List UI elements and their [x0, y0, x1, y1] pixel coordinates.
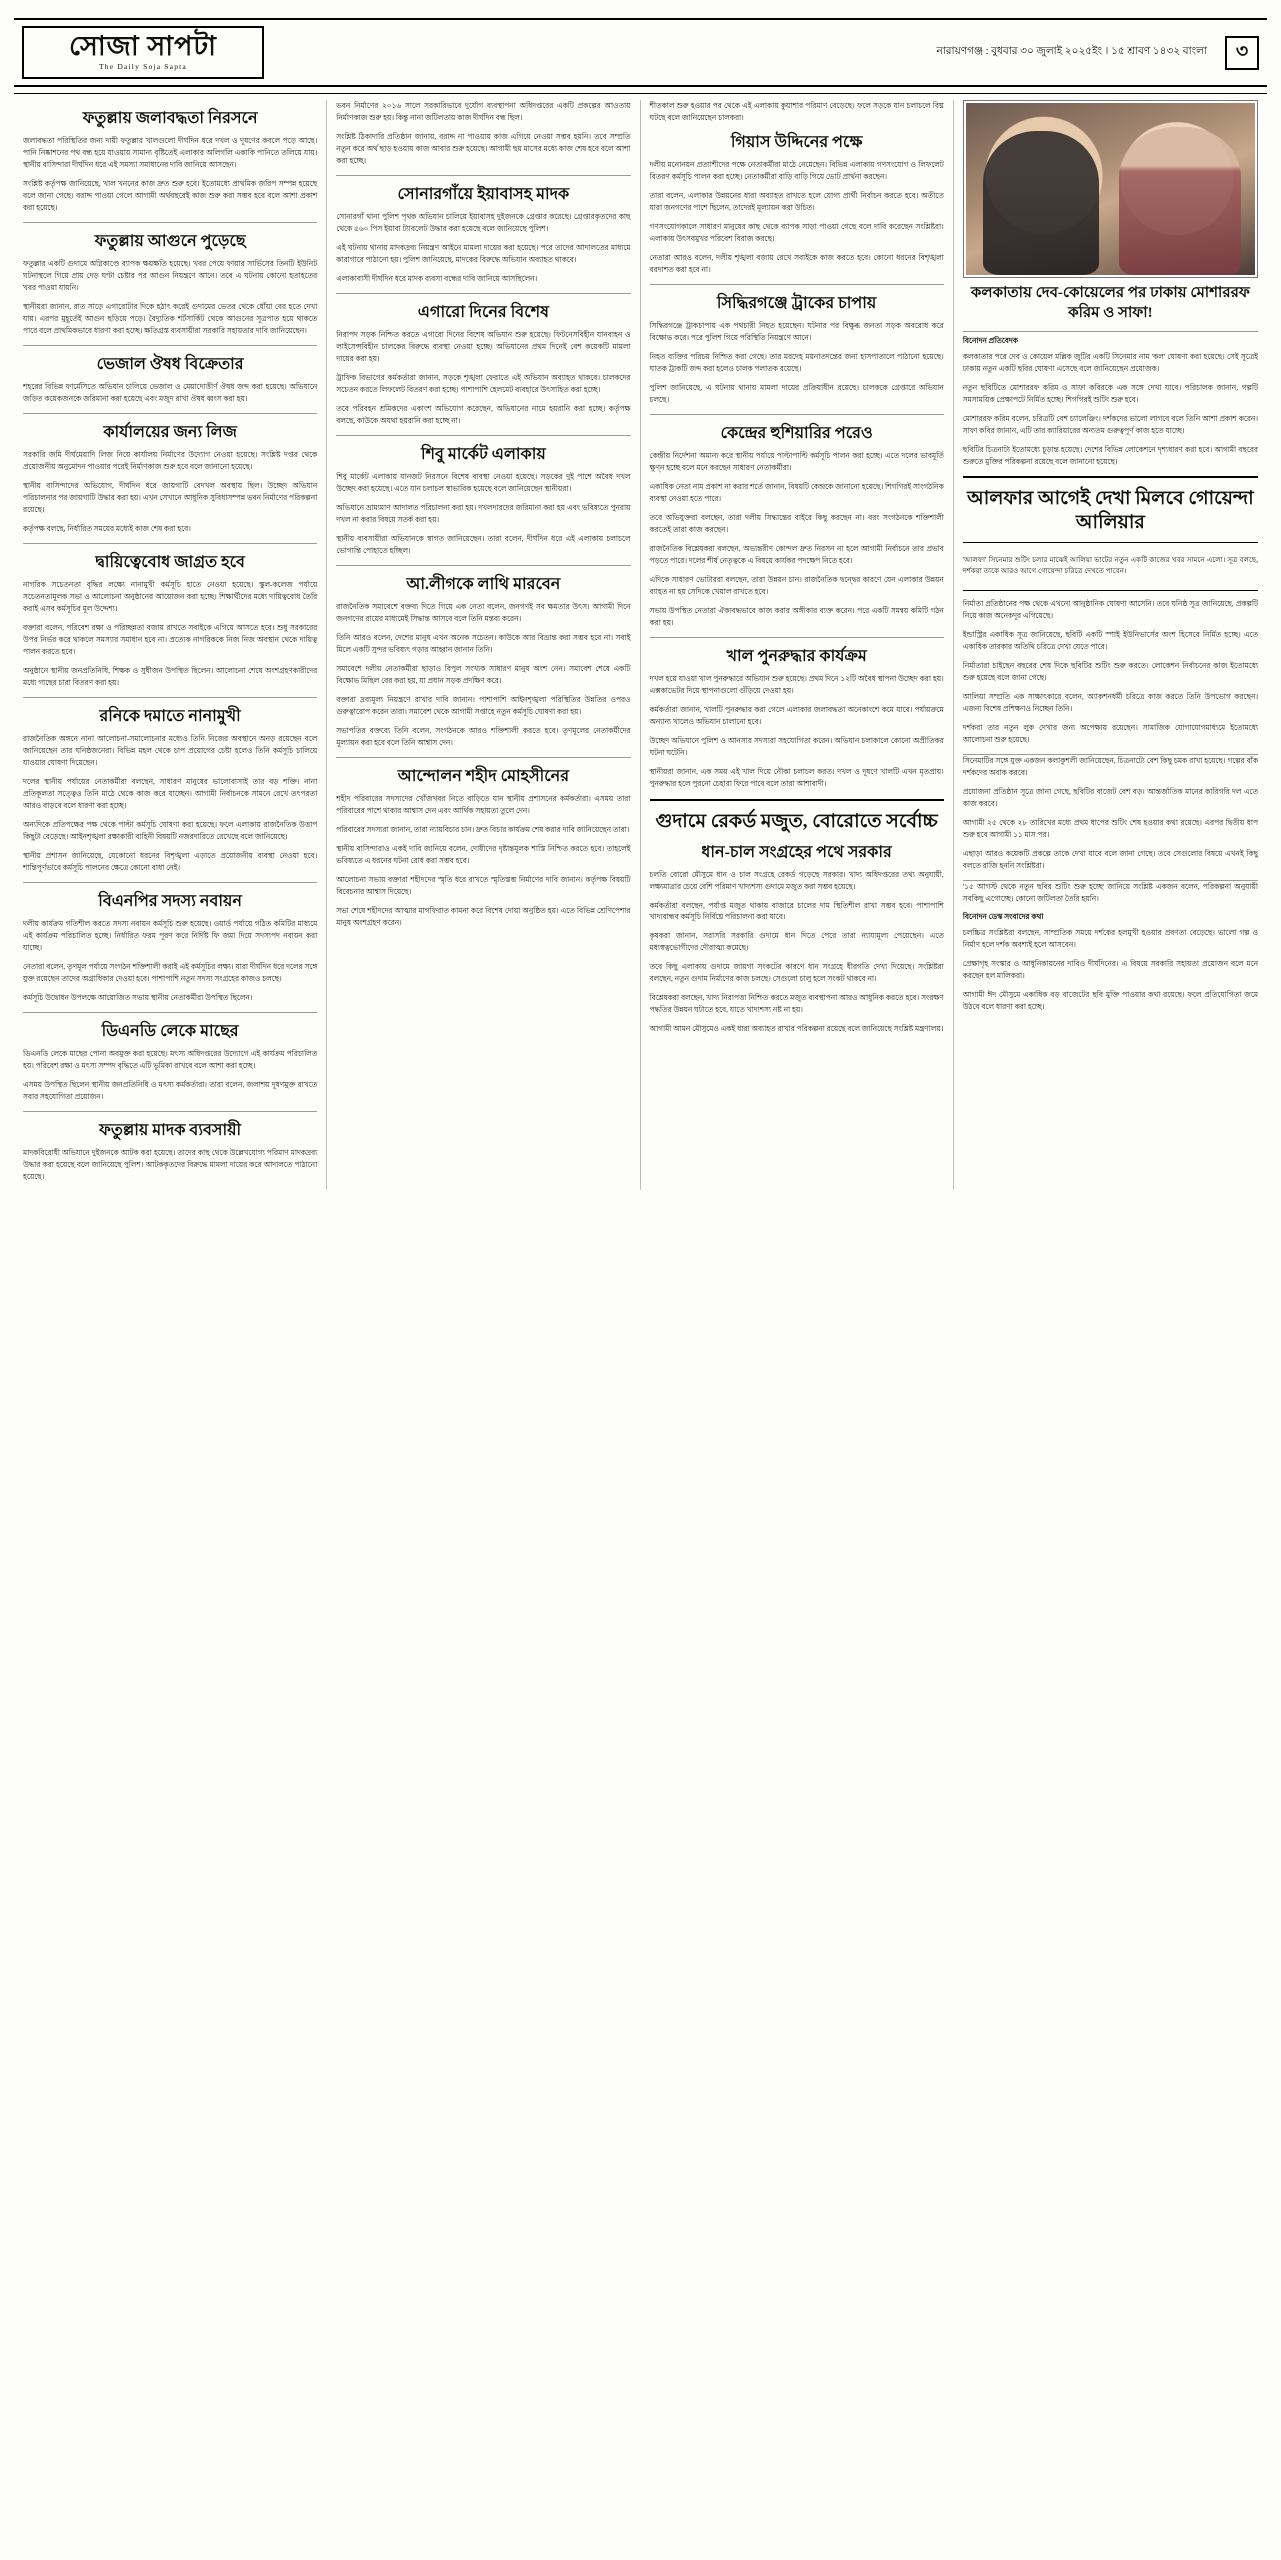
article-paragraph: শহীদ পরিবারের সদস্যদের খোঁজখবর নিতে বাড়িতে যান স্থানীয় প্রশাসনের কর্মকর্তারা। এসময় তারা পরিবারের পাশে থাকার আশ্বাস দেন এবং আর্থিক সহায়তা তুলে দেন। — [336, 793, 631, 815]
article-paragraph: কর্তৃপক্ষ বলছে, নির্ধারিত সময়ের মধ্যেই কাজ শেষ করা হবে। — [23, 524, 191, 534]
divider — [23, 345, 317, 346]
column-4 — [954, 100, 1267, 1189]
article-headline: কার্যালয়ের জন্য লিজ — [103, 424, 237, 442]
column-grid — [14, 93, 1267, 1189]
article-paragraph: এই ঘটনায় থানায় মাদকদ্রব্য নিয়ন্ত্রণ আইনে মামলা দায়ের করা হয়েছে। পরে তাদের আদালতের মাধ্যমে কারাগারে পাঠানো হয়। পুলিশ জানিয়েছে, মাদকের বিরুদ্ধে অভিযান অব্যাহত থাকবে। — [336, 243, 631, 265]
article-paragraph: নির্মাতারা চাইছেন বছরের শেষ দিকে ছবিটির শুটিং শুরু করতে। লোকেশন নির্বাচনের কাজ ইতোমধ্যে শুরু হয়েছে বলে জানা গেছে। — [962, 661, 1258, 683]
article-paragraph: আগামী আমন মৌসুমেও একই ধারা অব্যাহত রাখার পরিকল্পনা রয়েছে বলে জানিয়েছে সংশ্লিষ্ট মন্ত্রণালয়। — [649, 1024, 944, 1034]
article-paragraph: আগামী ২৫ থেকে ২৮ তারিখের মধ্যে প্রথম ধাপের শুটিং শেষ হওয়ার কথা রয়েছে। এরপর দ্বিতীয় ধাপ শুরু হবে আগামী ১১ মাস পর। — [962, 817, 1258, 839]
article-paragraph: ভবন নির্মাণের ২০১৬ সালে সরকারিভাবে দুর্যোগ ব্যবস্থাপনা অধিদপ্তরের একটি প্রকল্পের আওতায় নির্মাণকাজ শুরু হয়। কিন্তু নানা জটিলতায় কাজ দীর্ঘদিন বন্ধ ছিল। — [336, 101, 631, 123]
article-headline: শিবু মার্কেট এলাকায় — [420, 446, 546, 464]
divider — [23, 413, 317, 414]
article-paragraph: কেন্দ্রীয় নির্দেশনা অমান্য করে স্থানীয় পর্যায়ে পাল্টাপাল্টি কর্মসূচি পালন করা হচ্ছে। এতে দলের ভাবমূর্তি ক্ষুণ্ন হচ্ছে বলে মনে করছেন সাধারণ নেতাকর্মীরা। — [649, 451, 944, 473]
article-alia-detective — [963, 487, 1258, 746]
masthead — [14, 18, 1267, 87]
divider — [336, 175, 630, 176]
divider — [336, 293, 630, 294]
article-paragraph: আলোচনা সভায় বক্তারা শহীদদের স্মৃতি ধরে রাখতে স্মৃতিস্তম্ভ নির্মাণের দাবি জানান। কর্তৃপক্ষ বিষয়টি বিবেচনার আশ্বাস দিয়েছে। — [336, 874, 631, 896]
divider — [336, 565, 630, 566]
article-paragraph: জলাবদ্ধতা পরিস্থিতির জন্য দায়ী ফতুল্লার খালগুলো দীর্ঘদিন ধরে দখল ও দূষণের কবলে পড়ে আছে। পানি নিষ্কাশনের পথ বন্ধ হয়ে যাওয়ায় সামান্য বৃষ্টিতেই এলাকার অলিগলি একাকি পানিতে তলিয়ে যায়। স্থানীয় বাসিন্দারা দীর্ঘদিন ধরে এই সমস্যা সমাধানের দাবি জানিয়ে আসছেন। — [23, 136, 318, 170]
article-paragraph: ডিএনডি লেকে মাছের পোনা অবমুক্ত করা হয়েছে। মৎস্য অধিদপ্তরের উদ্যোগে এই কার্যক্রম পরিচালিত হয়। পরিবেশ রক্ষা ও মৎস্য সম্পদ বৃদ্ধিতে এটি ভূমিকা রাখবে বলে আশা করা হচ্ছে। — [23, 1048, 318, 1070]
article-paragraph: শীতকাল শুরু হওয়ার পর থেকে এই এলাকায় কুয়াশার পরিমাণ বেড়েছে। ফলে সড়কে যান চলাচলে বিঘ্ন ঘটছে বলে জানিয়েছেন চালকরা। — [649, 101, 944, 123]
article-paragraph: মোশাররফ করিম বলেন, চরিত্রটি বেশ চ্যালেঞ্জিং। দর্শকদের ভালো লাগবে বলে তিনি আশা প্রকাশ করেন। সাফা কবির জানান, এটি তার ক্যারিয়ারের অন্যতম গুরুত্বপূর্ণ কাজ হতে যাচ্ছে। — [962, 414, 1258, 436]
celebrity-photo-image — [966, 103, 1255, 275]
article-bnp-membership — [23, 892, 317, 1004]
article-khal-punoruddhar — [650, 647, 944, 790]
article-paragraph: বক্তারা দ্রব্যমূল্য নিয়ন্ত্রণে রাখার দাবি জানান। পাশাপাশি আইনশৃঙ্খলা পরিস্থিতির উন্নতির ওপরও গুরুত্বারোপ করেন তারা। সমাবেশ থেকে আগামী সপ্তাহে নতুন কর্মসূচি ঘোষণা করা হয়। — [336, 694, 631, 716]
article-paragraph: নিরাপদ সড়ক নিশ্চিত করতে এগারো দিনের বিশেষ অভিযান শুরু হয়েছে। ফিটনেসবিহীন যানবাহন ও লাইসেন্সবিহীন চালকের বিরুদ্ধে ব্যবস্থা নেওয়া হচ্ছে। অভিযানের প্রথম দিনেই বেশ কয়েকটি মামলা দায়ের করা হয়। — [336, 330, 631, 364]
article-paragraph: কলকাতার পরে দেব ও কোয়েল মল্লিক জুটির একটি সিনেমার নাম 'কল' ঘোষণা করা হয়েছে। সেই সূত্রেই ঢাকায় নতুন একটি ছবির ঘোষণা এসেছে বলে জানিয়েছেন প্রযোজক। — [962, 352, 1258, 374]
article-sonargaon-yaba — [336, 185, 630, 285]
column-1 — [14, 100, 327, 1189]
divider — [650, 414, 944, 415]
article-paragraph: স্থানীয়রা জানান, এক সময় এই খাল দিয়ে নৌকা চলাচল করত। দখল ও দূষণে খালটি এখন মৃতপ্রায়। পুনরুদ্ধার হলে পুরনো চেহারা ফিরে পাবে বলে তারা আশাবাদী। — [649, 766, 944, 788]
article-paragraph: অনুষ্ঠানে স্থানীয় জনপ্রতিনিধি, শিক্ষক ও সুধীজন উপস্থিত ছিলেন। আলোচনা শেষে অংশগ্রহণকারীদের মধ্যে গাছের চারা বিতরণ করা হয়। — [23, 665, 318, 687]
article-headline: আলফার আগেই দেখা মিলবে গোয়েন্দা আলিয়ার — [967, 488, 1254, 533]
article-subheadline: ধান-চাল সংগ্রহের পথে সরকার — [701, 843, 892, 861]
article-headline: ফতুল্লায় মাদক ব্যবসায়ী — [99, 1121, 242, 1139]
article-paragraph: দর্শকরা তার নতুন লুক দেখার জন্য অপেক্ষায় রয়েছেন। সামাজিক যোগাযোগমাধ্যমে ইতোমধ্যে আলোচনা শুরু হয়েছে। — [962, 723, 1258, 744]
article-awami-league — [336, 575, 630, 749]
divider — [650, 637, 944, 638]
article-paragraph: সিদ্ধিরগঞ্জে ট্রাকচাপায় এক পথচারী নিহত হয়েছেন। ঘটনার পর বিক্ষুব্ধ জনতা সড়ক অবরোধ করে বিক্ষোভ করে। পরে পুলিশ গিয়ে পরিস্থিতি নিয়ন্ত্রণে আনে। — [649, 321, 944, 343]
article-paragraph: সভা শেষে শহীদদের আত্মার মাগফিরাত কামনা করে বিশেষ দোয়া অনুষ্ঠিত হয়। এতে বিভিন্ন শ্রেণিপেশার মানুষ অংশগ্রহণ করেন। — [336, 905, 631, 927]
article-headline: দ্বায়িত্বেবোধ জাগ্রত হবে — [95, 554, 245, 572]
article-headline: গুদামে রেকর্ড মজুত, বোরোতে সর্বোচ্চ — [655, 810, 938, 832]
article-paragraph: উচ্ছেদ অভিযানে পুলিশ ও আনসার সদস্যরা সহযোগিতা করেন। অভিযান চলাকালে কোনো অপ্রীতিকর ঘটনা ঘটেনি। — [649, 735, 944, 757]
entertainment-photo — [963, 100, 1258, 278]
article-headline: ডিএনডি লেকে মাছের — [101, 1022, 239, 1040]
divider — [23, 697, 317, 698]
article-paragraph: দলীয় কার্যক্রম গতিশীল করতে সদস্য নবায়ন কর্মসূচি শুরু হয়েছে। ওয়ার্ড পর্যায়ে গঠিত কমিটির মাধ্যমে এই কার্যক্রম পরিচালিত হচ্ছে। নির্ধারিত ফরম পূরণ করে নির্দিষ্ট ফি জমা দিয়ে সদস্যপদ নবায়ন করা যাচ্ছে। — [23, 918, 318, 952]
article-fatullah-madok — [23, 1121, 317, 1183]
article-dayitwabodh — [23, 553, 317, 689]
article-entertainment-5 — [963, 912, 1258, 1013]
article-continuation — [336, 100, 630, 167]
article-paragraph: তবে পরিবহন শ্রমিকদের একাংশ অভিযোগ করেছেন, অভিযানের নামে হয়রানি করা হচ্ছে। কর্তৃপক্ষ বলছে, কাউকে অযথা হয়রানি করা হচ্ছে না। — [336, 404, 631, 426]
page-number: ৩ — [1225, 36, 1259, 70]
pull-quote-text: 'আলফা' সিনেমার শুটিং চলার মাঝেই আলিয়া ভাটের নতুন একটি কাজের খবর সামনে এলো। সূত্র বলছে, দর্শকরা তাকে আরও আগে গোয়েন্দা চরিত্রে দেখতে পাবেন। — [962, 555, 1258, 576]
article-paragraph: আলিয়া সম্প্রতি এক সাক্ষাৎকারে বলেন, অ্যাকশনধর্মী চরিত্রে কাজ করতে তিনি উপভোগ করছেন। এজন্য বিশেষ প্রশিক্ষণও নিচ্ছেন তিনি। — [962, 692, 1258, 714]
divider — [963, 331, 1258, 332]
article-paragraph: একাধিক নেতা নাম প্রকাশ না করার শর্তে জানান, বিষয়টি কেন্দ্রকে জানানো হয়েছে। শিগগিরই সাংগঠনিক ব্যবস্থা নেওয়া হতে পারে। — [649, 482, 944, 504]
article-paragraph: কর্মকর্তারা জানান, খালটি পুনরুদ্ধার করা গেলে এলাকার জলাবদ্ধতা অনেকাংশে কমে যাবে। পর্যায়ক্রমে অন্যান্য খালেও অভিযান চালানো হবে। — [649, 704, 944, 726]
article-paragraph: কর্মকর্তারা বলছেন, পর্যাপ্ত মজুত থাকায় বাজারে চালের দাম স্থিতিশীল রাখা সম্ভব হবে। পাশাপাশি খাদ্যবান্ধব কর্মসূচি নির্বিঘ্নে পরিচালনা করা যাবে। — [649, 900, 944, 922]
article-paragraph: সভায় উপস্থিত নেতারা ঐক্যবদ্ধভাবে কাজ করার অঙ্গীকার ব্যক্ত করেন। পরে একটি সমন্বয় কমিটি গঠন করা হয়। — [649, 605, 944, 627]
article-paragraph: তবে কিছু এলাকায় গুদামে জায়গা সংকটের কারণে ধান সংগ্রহে ধীরগতি দেখা দিয়েছে। সংশ্লিষ্টরা বলছেন, নতুন গুদাম নির্মাণের কাজ চলছে। সেগুলো চালু হলে সংকট থাকবে না। — [649, 962, 944, 984]
article-headline: এগারো দিনের বিশেষ — [417, 304, 549, 322]
article-paragraph: এদিকে সাধারণ ভোটাররা বলছেন, তারা উন্নয়ন চান। রাজনৈতিক দ্বন্দ্বের কারণে যেন এলাকার উন্নয়ন ব্যাহত না হয় সেদিকে খেয়াল রাখতে হবে। — [649, 574, 944, 596]
divider-thick — [650, 799, 944, 801]
article-paragraph: পরিবারের সদস্যরা জানান, তারা ন্যায়বিচার চান। দ্রুত বিচার কার্যক্রম শেষ করার দাবি জানিয়েছেন তারা। — [336, 824, 630, 834]
article-paragraph: নিহত ব্যক্তির পরিচয় নিশ্চিত করা গেছে। তার মরদেহ ময়নাতদন্তের জন্য হাসপাতালে পাঠানো হয়েছে। ঘাতক ট্রাকটি জব্দ করা হলেও চালক পলাতক রয়েছে। — [649, 352, 944, 374]
article-headline: বিএনপির সদস্য নবায়ন — [98, 892, 242, 910]
article-karjaloy-lease — [23, 423, 317, 535]
article-paragraph: সোনারগাঁ থানা পুলিশ পৃথক অভিযান চালিয়ে ইয়াবাসহ দুইজনকে গ্রেপ্তার করেছে। গ্রেপ্তারকৃতদের কাছ থেকে ৫৬০ পিস ইয়াবা ট্যাবলেট উদ্ধার করা হয়েছে বলে জানিয়েছে পুলিশ। — [336, 212, 631, 234]
article-headline: ফতুল্লায় আগুনে পুড়েছে — [94, 233, 246, 251]
article-paragraph: দলীয় মনোনয়ন প্রত্যাশীদের পক্ষে নেতাকর্মীরা মাঠে নেমেছেন। বিভিন্ন এলাকায় গণসংযোগ ও লিফলেট বিতরণ কর্মসূচি পালন করা হচ্ছে। নেতাকর্মীরা বাড়ি বাড়ি গিয়ে ভোট প্রার্থনা করছেন। — [649, 160, 944, 182]
photo-caption: কলকাতায় দেব-কোয়েলের পর ঢাকায় মোশাররফ করিম ও সাফা! — [970, 285, 1250, 321]
article-paragraph: রাজনৈতিক অঙ্গনে নানা আলোচনা-সমালোচনার মধ্যেও তিনি নিজের অবস্থানে অনড় রয়েছেন বলে জানিয়েছেন তার ঘনিষ্ঠজনেরা। বিভিন্ন মহল থেকে চাপ প্রয়োগের চেষ্টা হলেও তিনি কর্মসূচি চালিয়ে যাওয়ার ঘোষণা দিয়েছেন। — [23, 733, 318, 767]
article-paragraph: পুলিশ জানিয়েছে, এ ঘটনায় থানায় মামলা দায়ের প্রক্রিয়াধীন রয়েছে। চালককে গ্রেপ্তারে অভিযান চলছে। — [649, 383, 944, 405]
article-paragraph: ট্রাফিক বিভাগের কর্মকর্তারা জানান, সড়কে শৃঙ্খলা ফেরাতে এই অভিযান অব্যাহত থাকবে। চালকদের সচেতন করতে লিফলেট বিতরণ করা হচ্ছে। পাশাপাশি হেলমেট ব্যবহারে উৎসাহিত করা হচ্ছে। — [336, 373, 631, 395]
article-paragraph: তবে অভিযুক্তরা বলছেন, তারা দলীয় সিদ্ধান্তের বাইরে কিছু করছেন না। বরং সংগঠনকে শক্তিশালী করতেই তারা কাজ করছেন। — [649, 513, 944, 535]
column-2 — [327, 100, 640, 1189]
column-3 — [641, 100, 954, 1189]
article-paragraph: সরকারি জমি দীর্ঘমেয়াদি লিজ নিয়ে কার্যালয় নির্মাণের উদ্যোগ নেওয়া হয়েছে। সংশ্লিষ্ট দপ্তর থেকে প্রয়োজনীয় অনুমোদন পাওয়ার পরেই নির্মাণকাজ শুরু হবে বলে জানানো হয়েছে। — [23, 450, 318, 472]
article-paragraph: ছবিটির চিত্রনাট্য ইতোমধ্যে চূড়ান্ত হয়েছে। দেশের বিভিন্ন লোকেশনে দৃশ্যধারণ করা হবে। আগামী বছরের শুরুতে মুক্তির পরিকল্পনা রয়েছে বলে জানানো হয়েছে। — [962, 445, 1258, 467]
divider — [23, 882, 317, 883]
logo-title-bn: সোজা সাপটা — [69, 31, 217, 61]
article-paragraph: মাদকবিরোধী অভিযানে দুইজনকে আটক করা হয়েছে। তাদের কাছ থেকে উল্লেখযোগ্য পরিমাণ মাদকদ্রব্য উদ্ধার করা হয়েছে বলে জানিয়েছে পুলিশ। আটককৃতদের বিরুদ্ধে মামলা দায়ের করে আদালতে পাঠানো হয়েছে। — [23, 1147, 318, 1181]
divider — [650, 284, 944, 285]
article-eleven-days — [336, 303, 630, 427]
article-paragraph: এলাকাবাসী দীর্ঘদিন ধরে মাদক ব্যবসা বন্ধের দাবি জানিয়ে আসছিলেন। — [336, 274, 538, 284]
article-bhejal-oushudh — [23, 355, 317, 405]
article-paragraph: নেতারা বলেন, তৃণমূল পর্যায়ে সংগঠন শক্তিশালী করাই এই কর্মসূচির লক্ষ্য। যারা দীর্ঘদিন ধরে দলের সঙ্গে যুক্ত রয়েছেন তাদের অগ্রাধিকার দেওয়া হবে। পাশাপাশি নতুন সদস্য সংগ্রহের কাজও চলছে। — [23, 961, 318, 983]
article-paragraph: বক্তারা বলেন, পরিবেশ রক্ষা ও পরিচ্ছন্নতা বজায় রাখতে সবাইকে এগিয়ে আসতে হবে। শুধু সরকারের উপর নির্ভর করে থাকলে সমস্যার সমাধান হবে না। প্রত্যেক নাগরিককে নিজ নিজ অবস্থান থেকে দায়িত্ব পালন করতে হবে। — [23, 622, 318, 656]
article-continuation — [650, 100, 944, 124]
article-paragraph: স্থানীয়রা জানান, রাত সাড়ে এগারোটার দিকে হঠাৎ করেই গুদামের ভেতর থেকে ধোঁয়া বের হতে দেখা যায়। এরপর মুহূর্তেই আগুন ছড়িয়ে পড়ে। বৈদ্যুতিক শর্টসার্কিট থেকে আগুনের সূত্রপাত হয়ে থাকতে পারে বলে প্রাথমিকভাবে ধারণা করা হচ্ছে। ক্ষতিগ্রস্ত ব্যবসায়ীরা সরকারি সহায়তার দাবি জানিয়েছেন। — [23, 302, 318, 336]
divider-thick — [963, 476, 1258, 478]
article-entertainment-1 — [963, 336, 1258, 468]
article-headline: কেন্দ্রের হুশিয়ারির পরেও — [720, 425, 873, 443]
article-paragraph: সভাপতির বক্তব্যে তিনি বলেন, সংগঠনকে আরও শক্তিশালী করতে হবে। তৃণমূলের নেতাকর্মীদের মূল্যায়ন করা হবে বলে তিনি আশ্বাস দেন। — [336, 725, 631, 747]
article-paragraph: বিশ্লেষকরা বলছেন, খাদ্য নিরাপত্তা নিশ্চিত করতে মজুত ব্যবস্থাপনা আরও আধুনিক করতে হবে। সংরক্ষণ পদ্ধতির উন্নয়ন ঘটাতে হবে, যাতে খাদ্যশস্য নষ্ট না হয়। — [649, 993, 944, 1015]
byline: বিনোদন ডেস্ক সংবাদের কথা — [962, 911, 1044, 921]
article-headline: সিদ্ধিরগঞ্জে ট্রাকের চাপায় — [716, 295, 877, 313]
article-headline: সোনারগাঁয়ে ইয়াবাসহ মাদক — [397, 186, 570, 204]
divider — [23, 222, 317, 223]
article-paragraph: স্থানীয় প্রশাসন জানিয়েছে, যেকোনো ধরনের বিশৃঙ্খলা এড়াতে প্রয়োজনীয় ব্যবস্থা নেওয়া হবে। শান্তিপূর্ণভাবে কর্মসূচি পালনের ক্ষেত্রে কোনো বাধা নেই। — [23, 850, 318, 872]
article-entertainment-4 — [963, 881, 1258, 905]
article-entertainment-3 — [963, 755, 1258, 872]
article-paragraph: ইন্ডাস্ট্রির একাধিক সূত্র জানিয়েছে, ছবিটি একটি স্পাই ইউনিভার্সের অংশ হিসেবে নির্মিত হচ্ছে। এতে একাধিক তারকার অতিথি চরিত্রে দেখা যেতে পারে। — [962, 630, 1258, 652]
article-headline: ভেজাল ঔষধ বিক্রেতার — [96, 356, 244, 374]
byline: বিনোদন প্রতিবেদক — [962, 336, 1018, 346]
divider — [23, 1012, 317, 1013]
article-headline: গিয়াস উদ্দিনের পক্ষে — [730, 134, 863, 152]
article-paragraph: প্রযোজনা প্রতিষ্ঠান সূত্রে জানা গেছে, ছবিটির বাজেট বেশ বড়। আন্তর্জাতিক মানের কারিগরি দল এতে কাজ করবে। — [962, 786, 1258, 808]
article-headline: ফতুল্লায় জলাবদ্ধতা নিরসনে — [82, 110, 258, 128]
article-headline: রনিকে দমাতে নানামুখী — [99, 707, 241, 725]
article-paragraph: স্থানীয় ব্যবসায়ীরা অভিযানকে স্বাগত জানিয়েছেন। তারা বলেন, দীর্ঘদিন ধরে এই এলাকায় চলাচলে ভোগান্তি পোহাতে হচ্ছিল। — [336, 534, 631, 555]
article-paragraph: চলচ্চিত্র সংশ্লিষ্টরা বলছেন, সাম্প্রতিক সময়ে দর্শকের হলমুখী হওয়ার প্রবণতা বেড়েছে। ভালো গল্প ও নির্মাণ হলে দর্শক অবশ্যই হলে আসবেন। — [962, 927, 1258, 949]
article-agun — [23, 232, 317, 337]
article-paragraph: রাজনৈতিক বিশ্লেষকরা বলছেন, অভ্যন্তরীণ কোন্দল দ্রুত নিরসন না হলে আগামী নির্বাচনে তার প্রভাব পড়তে পারে। দলের শীর্ষ নেতৃত্বকে এ বিষয়ে কার্যকর পদক্ষেপ নিতে হবে। — [649, 544, 944, 565]
article-paragraph: কর্মসূচি উদ্বোধন উপলক্ষে আয়োজিত সভায় স্থানীয় নেতাকর্মীরা উপস্থিত ছিলেন। — [23, 992, 253, 1002]
article-paragraph: নেতারা আরও বলেন, দলীয় শৃঙ্খলা বজায় রেখে সবাইকে কাজ করতে হবে। কোনো ধরনের বিশৃঙ্খলা বরদাশত করা হবে না। — [649, 253, 944, 275]
article-paragraph: সংশ্লিষ্ট কর্তৃপক্ষ জানিয়েছে, খাল খননের কাজ দ্রুত শুরু হবে। ইতোমধ্যে প্রাথমিক জরিপ সম্পন্ন হয়েছে বলে জানা গেছে। বরাদ্দ পাওয়া গেলে আগামী অর্থবছরেই কাজ শুরু করা সম্ভব হবে বলে আশা প্রকাশ করা হয়েছে। — [23, 179, 318, 213]
article-paragraph: রাজনৈতিক সমাবেশে বক্তব্য দিতে গিয়ে এক নেতা বলেন, জনগণই সব ক্ষমতার উৎস। আগামী দিনে জনগণের রায়ের মাধ্যমেই সিদ্ধান্ত আসবে বলে তিনি মন্তব্য করেন। — [336, 601, 631, 623]
article-paragraph: তিনি আরও বলেন, দেশের মানুষ এখন অনেক সচেতন। কাউকে আর বিভ্রান্ত করা সম্ভব হবে না। সবাই মিলে একটি সুন্দর ভবিষ্যৎ গড়ার আহ্বান জানান তিনি। — [336, 632, 631, 654]
article-headline: আ.লীগকে লাথি মারবেন — [406, 575, 561, 593]
pull-quote — [963, 542, 1258, 591]
article-shibu-market — [336, 445, 630, 557]
article-paragraph: অভিযানে ভ্রাম্যমাণ আদালত পরিচালনা করা হয়। দখলদারদের জরিমানা করা হয় এবং ভবিষ্যতে পুনরায় দখল না করার বিষয়ে সতর্ক করা হয়। — [336, 503, 631, 525]
article-paragraph: আগামী ঈদ মৌসুমে একাধিক বড় বাজেটের ছবি মুক্তি পাওয়ার কথা রয়েছে। ফলে প্রতিযোগিতা জমে উঠবে বলে ধারণা করা হচ্ছে। — [962, 989, 1258, 1011]
article-paragraph: কৃষকরা জানান, সরাসরি সরকারি গুদামে ধান দিতে পেরে তারা ন্যায্যমূল্য পেয়েছেন। এতে মধ্যস্বত্বভোগীদের দৌরাত্ম্য কমেছে। — [649, 931, 944, 953]
article-paragraph: এসময় উপস্থিত ছিলেন স্থানীয় জনপ্রতিনিধি ও মৎস্য কর্মকর্তারা। তারা বলেন, জলাশয় দূষণমুক্ত রাখতে সবার সহযোগিতা প্রয়োজন। — [23, 1079, 318, 1101]
newspaper-logo — [22, 26, 264, 79]
divider — [336, 435, 630, 436]
article-paragraph: অন্যদিকে প্রতিপক্ষের পক্ষ থেকে পাল্টা কর্মসূচি ঘোষণা করা হয়েছে। ফলে এলাকায় রাজনৈতিক উত্তাপ কিছুটা বেড়েছে। আইনশৃঙ্খলা রক্ষাকারী বাহিনী বিষয়টি নজরদারিতে রেখেছে বলে জানিয়েছে। — [23, 819, 318, 841]
article-paragraph: প্রেক্ষাগৃহ সংস্কার ও আধুনিকায়নের দাবিও দীর্ঘদিনের। এ বিষয়ে সরকারি সহায়তা প্রয়োজন বলে মনে করছেন হল মালিকরা। — [962, 958, 1258, 980]
article-paragraph: স্থানীয় বাসিন্দারাও একই দাবি জানিয়ে বলেন, দোষীদের দৃষ্টান্তমূলক শাস্তি নিশ্চিত করতে হবে। তাহলেই ভবিষ্যতে এ ধরনের ঘটনা রোধ করা সম্ভব হবে। — [336, 843, 631, 865]
article-paragraph: স্থানীয় বাসিন্দাদের অভিযোগ, দীর্ঘদিন ধরে জায়গাটি বেদখল অবস্থায় ছিল। উচ্ছেদ অভিযান পরিচালনার পর জায়গাটি উদ্ধার করা হয়। এখন সেখানে আধুনিক সুবিধাসম্পন্ন ভবন নির্মাণের পরিকল্পনা রয়েছে। — [23, 481, 318, 515]
article-roni — [23, 707, 317, 874]
divider — [23, 543, 317, 544]
article-gias-uddin — [650, 133, 944, 276]
article-kendra-hushiyari — [650, 424, 944, 629]
article-paragraph: চলতি বোরো মৌসুমে ধান ও চাল সংগ্রহে রেকর্ড গড়েছে সরকার। খাদ্য অধিদপ্তরের তথ্য অনুযায়ী, লক্ষ্যমাত্রার চেয়ে বেশি পরিমাণ খাদ্যশস্য গুদামে মজুত করা সম্ভব হয়েছে। — [649, 869, 944, 891]
article-paragraph: দখল হয়ে যাওয়া খাল পুনরুদ্ধারে অভিযান শুরু হয়েছে। প্রথম দিনে ১২টি অবৈধ স্থাপনা উচ্ছেদ করা হয়। এক্সকাভেটর দিয়ে স্থাপনাগুলো গুঁড়িয়ে দেওয়া হয়। — [649, 673, 944, 695]
article-paragraph: শিবু মার্কেট এলাকায় যানজট নিরসনে বিশেষ ব্যবস্থা নেওয়া হয়েছে। সড়কের দুই পাশে অবৈধ দখল উচ্ছেদ করা হয়েছে। এতে যান চলাচল স্বাভাবিক হয়েছে বলে জানিয়েছেন স্থানীয়রা। — [336, 472, 631, 494]
divider — [336, 757, 630, 758]
article-paragraph: সংশ্লিষ্ট ঠিকাদারি প্রতিষ্ঠান জানায়, বরাদ্দ না পাওয়ায় কাজ এগিয়ে নেওয়া সম্ভব হয়নি। তবে সম্প্রতি নতুন করে অর্থ ছাড় হওয়ায় কাজ আবার শুরু হয়েছে। আগামী ছয় মাসের মধ্যে কাজ শেষ হবে বলে আশা করা হচ্ছে। — [336, 132, 631, 166]
article-paragraph: তারা বলেন, এলাকার উন্নয়নের ধারা অব্যাহত রাখতে হলে যোগ্য প্রার্থী নির্বাচন করতে হবে। অতীতে যারা জনগণের পাশে ছিলেন, তাদেরই মূল্যায়ন করা উচিত। — [649, 191, 944, 213]
dateline: নারায়ণগঞ্জ : বুধবার ৩০ জুলাই ২০২৫ইং । ১৫ শ্রাবণ ১৪৩২ বাংলা — [936, 46, 1207, 58]
article-paragraph: নাগরিক সচেতনতা বৃদ্ধির লক্ষ্যে নানামুখী কর্মসূচি হাতে নেওয়া হয়েছে। স্কুল-কলেজ পর্যায়ে সচেতনতামূলক সভা ও আলোচনা অনুষ্ঠানের আয়োজন করা হচ্ছে। শিক্ষার্থীদের মধ্যে দায়িত্ববোধ তৈরি করাই এসব কর্মসূচির মূল উদ্দেশ্য। — [23, 580, 318, 613]
article-gudam-record — [650, 810, 944, 1036]
article-headline: খাল পুনরুদ্ধার কার্যক্রম — [726, 647, 867, 665]
article-paragraph: এছাড়া আরও কয়েকটি প্রকল্পে তাকে দেখা যাবে বলে জানা গেছে। তবে সেগুলোর বিষয়ে এখনই কিছু বলতে রাজি হননি সংশ্লিষ্টরা। — [962, 848, 1258, 870]
article-paragraph: দলের স্থানীয় পর্যায়ের নেতাকর্মীরা বলছেন, সাধারণ মানুষের ভালোবাসাই তার বড় শক্তি। নানা প্রতিকূলতা সত্ত্বেও তিনি মাঠে থেকে কাজ করে যাচ্ছেন। আগামী নির্বাচনকে সামনে রেখে তৎপরতা আরও বাড়বে বলে ধারণা করা হচ্ছে। — [23, 776, 318, 810]
article-paragraph: সমাবেশে দলীয় নেতাকর্মীরা ছাড়াও বিপুল সংখ্যক সাধারণ মানুষ অংশ নেন। সমাবেশ শেষে একটি বিক্ষোভ মিছিল বের করা হয়, যা প্রধান সড়ক প্রদক্ষিণ করে। — [336, 663, 631, 685]
divider — [23, 1111, 317, 1112]
article-dnd-lake — [23, 1022, 317, 1103]
article-paragraph: ফতুল্লার একটি গুদামে অগ্নিকাণ্ডে ব্যাপক ক্ষয়ক্ষতি হয়েছে। খবর পেয়ে ফায়ার সার্ভিসের তিনটি ইউনিট ঘটনাস্থলে গিয়ে প্রায় দেড় ঘণ্টা চেষ্টার পর আগুন নিয়ন্ত্রণে আনে। তবে এ ঘটনায় কোনো হতাহতের খবর পাওয়া যায়নি। — [23, 259, 318, 293]
article-paragraph: শহরের বিভিন্ন ফার্মেসিতে অভিযান চালিয়ে ভেজাল ও মেয়াদোত্তীর্ণ ঔষধ জব্দ করা হয়েছে। অভিযানে জড়িত কয়েকজনকে জরিমানা করা হয়েছে এবং মজুদ রাখা ঔষধ ধ্বংস করা হয়। — [23, 382, 318, 404]
article-paragraph: সিনেমাটির সঙ্গে যুক্ত একজন কলাকুশলী জানিয়েছেন, চিত্রনাট্যে বেশ কিছু চমক রাখা হয়েছে। গল্পের বাঁক দর্শকদের অবাক করবে। — [962, 755, 1258, 777]
logo-title-en: The Daily Soja Sapta — [99, 62, 187, 72]
article-siddhirganj-truck — [650, 294, 944, 406]
article-shahid-mohsin — [336, 767, 630, 929]
article-jolaboddhota — [23, 109, 317, 214]
article-paragraph: গণসংযোগকালে সাধারণ মানুষের কাছ থেকে ব্যাপক সাড়া পাওয়া গেছে বলে দাবি করেছেন সংশ্লিষ্টরা। এলাকায় উৎসবমুখর পরিবেশ বিরাজ করছে। — [649, 222, 944, 244]
article-paragraph: নির্মাতা প্রতিষ্ঠানের পক্ষ থেকে এখনো আনুষ্ঠানিক ঘোষণা আসেনি। তবে ঘনিষ্ঠ সূত্র জানিয়েছে, প্রকল্পটি নিয়ে কাজ অনেকদূর এগিয়েছে। — [962, 599, 1258, 621]
article-paragraph: নতুন ছবিটিতে মোশাররফ করিম ও সাফা কবিরকে এক সঙ্গে দেখা যাবে। পরিচালক জানান, গল্পটি সমসাময়িক প্রেক্ষাপটে নির্মিত হচ্ছে। শিগগিরই শুটিং শুরু হবে। — [962, 383, 1258, 405]
article-headline: আন্দোলন শহীদ মোহসীনের — [397, 767, 569, 785]
article-paragraph: '১৫ আগস্ট থেকে নতুন ছবির শুটিং শুরু হচ্ছে' জানিয়ে সংশ্লিষ্ট একজন বলেন, পরিকল্পনা অনুযায়ী সবকিছু এগোচ্ছে। কোনো জটিলতা তৈরি হয়নি। — [962, 881, 1258, 903]
